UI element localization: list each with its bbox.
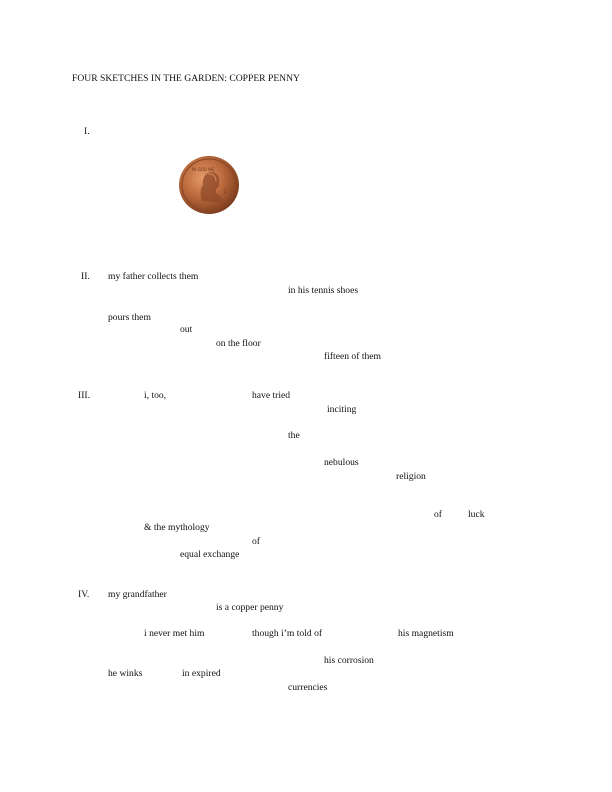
poem-line: equal exchange <box>180 549 240 560</box>
poem-title: FOUR SKETCHES IN THE GARDEN: COPPER PENNY <box>72 73 300 84</box>
penny-icon <box>178 155 240 215</box>
poem-line: currencies <box>288 682 328 693</box>
poem-line: fifteen of them <box>324 351 382 362</box>
poem-line: my father collects them <box>108 271 199 282</box>
poem-line: inciting <box>327 404 357 415</box>
section-numeral-i: I. <box>84 126 90 137</box>
poem-line: nebulous <box>324 457 359 468</box>
poem-line: of <box>252 536 260 547</box>
poem-line: & the mythology <box>144 522 210 533</box>
poem-line: his magnetism <box>398 628 454 639</box>
poem-line: religion <box>396 471 426 482</box>
poem-line: his corrosion <box>324 655 374 666</box>
poem-line: though i’m told of <box>252 628 323 639</box>
poem-line: in expired <box>182 668 221 679</box>
svg-text:2: 2 <box>224 189 227 194</box>
section-numeral-iii: III. <box>78 390 90 401</box>
poem-line: i never met him <box>144 628 205 639</box>
poem-line: on the floor <box>216 338 261 349</box>
section-numeral-iv: IV. <box>78 589 90 600</box>
poem-line: out <box>180 324 193 335</box>
poem-line: my grandfather <box>108 589 167 600</box>
poem-line: in his tennis shoes <box>288 285 359 296</box>
poem-line: have tried <box>252 390 291 401</box>
poem-line: the <box>288 430 300 441</box>
poem-line: pours them <box>108 312 151 323</box>
poem-line: of <box>434 509 442 520</box>
poem-line: luck <box>468 509 485 520</box>
section-numeral-ii: II. <box>81 271 90 282</box>
svg-text:IN GOD WE: IN GOD WE <box>192 167 215 172</box>
poem-line: he winks <box>108 668 143 679</box>
poem-line: is a copper penny <box>216 602 284 613</box>
poem-line: i, too, <box>144 390 167 401</box>
